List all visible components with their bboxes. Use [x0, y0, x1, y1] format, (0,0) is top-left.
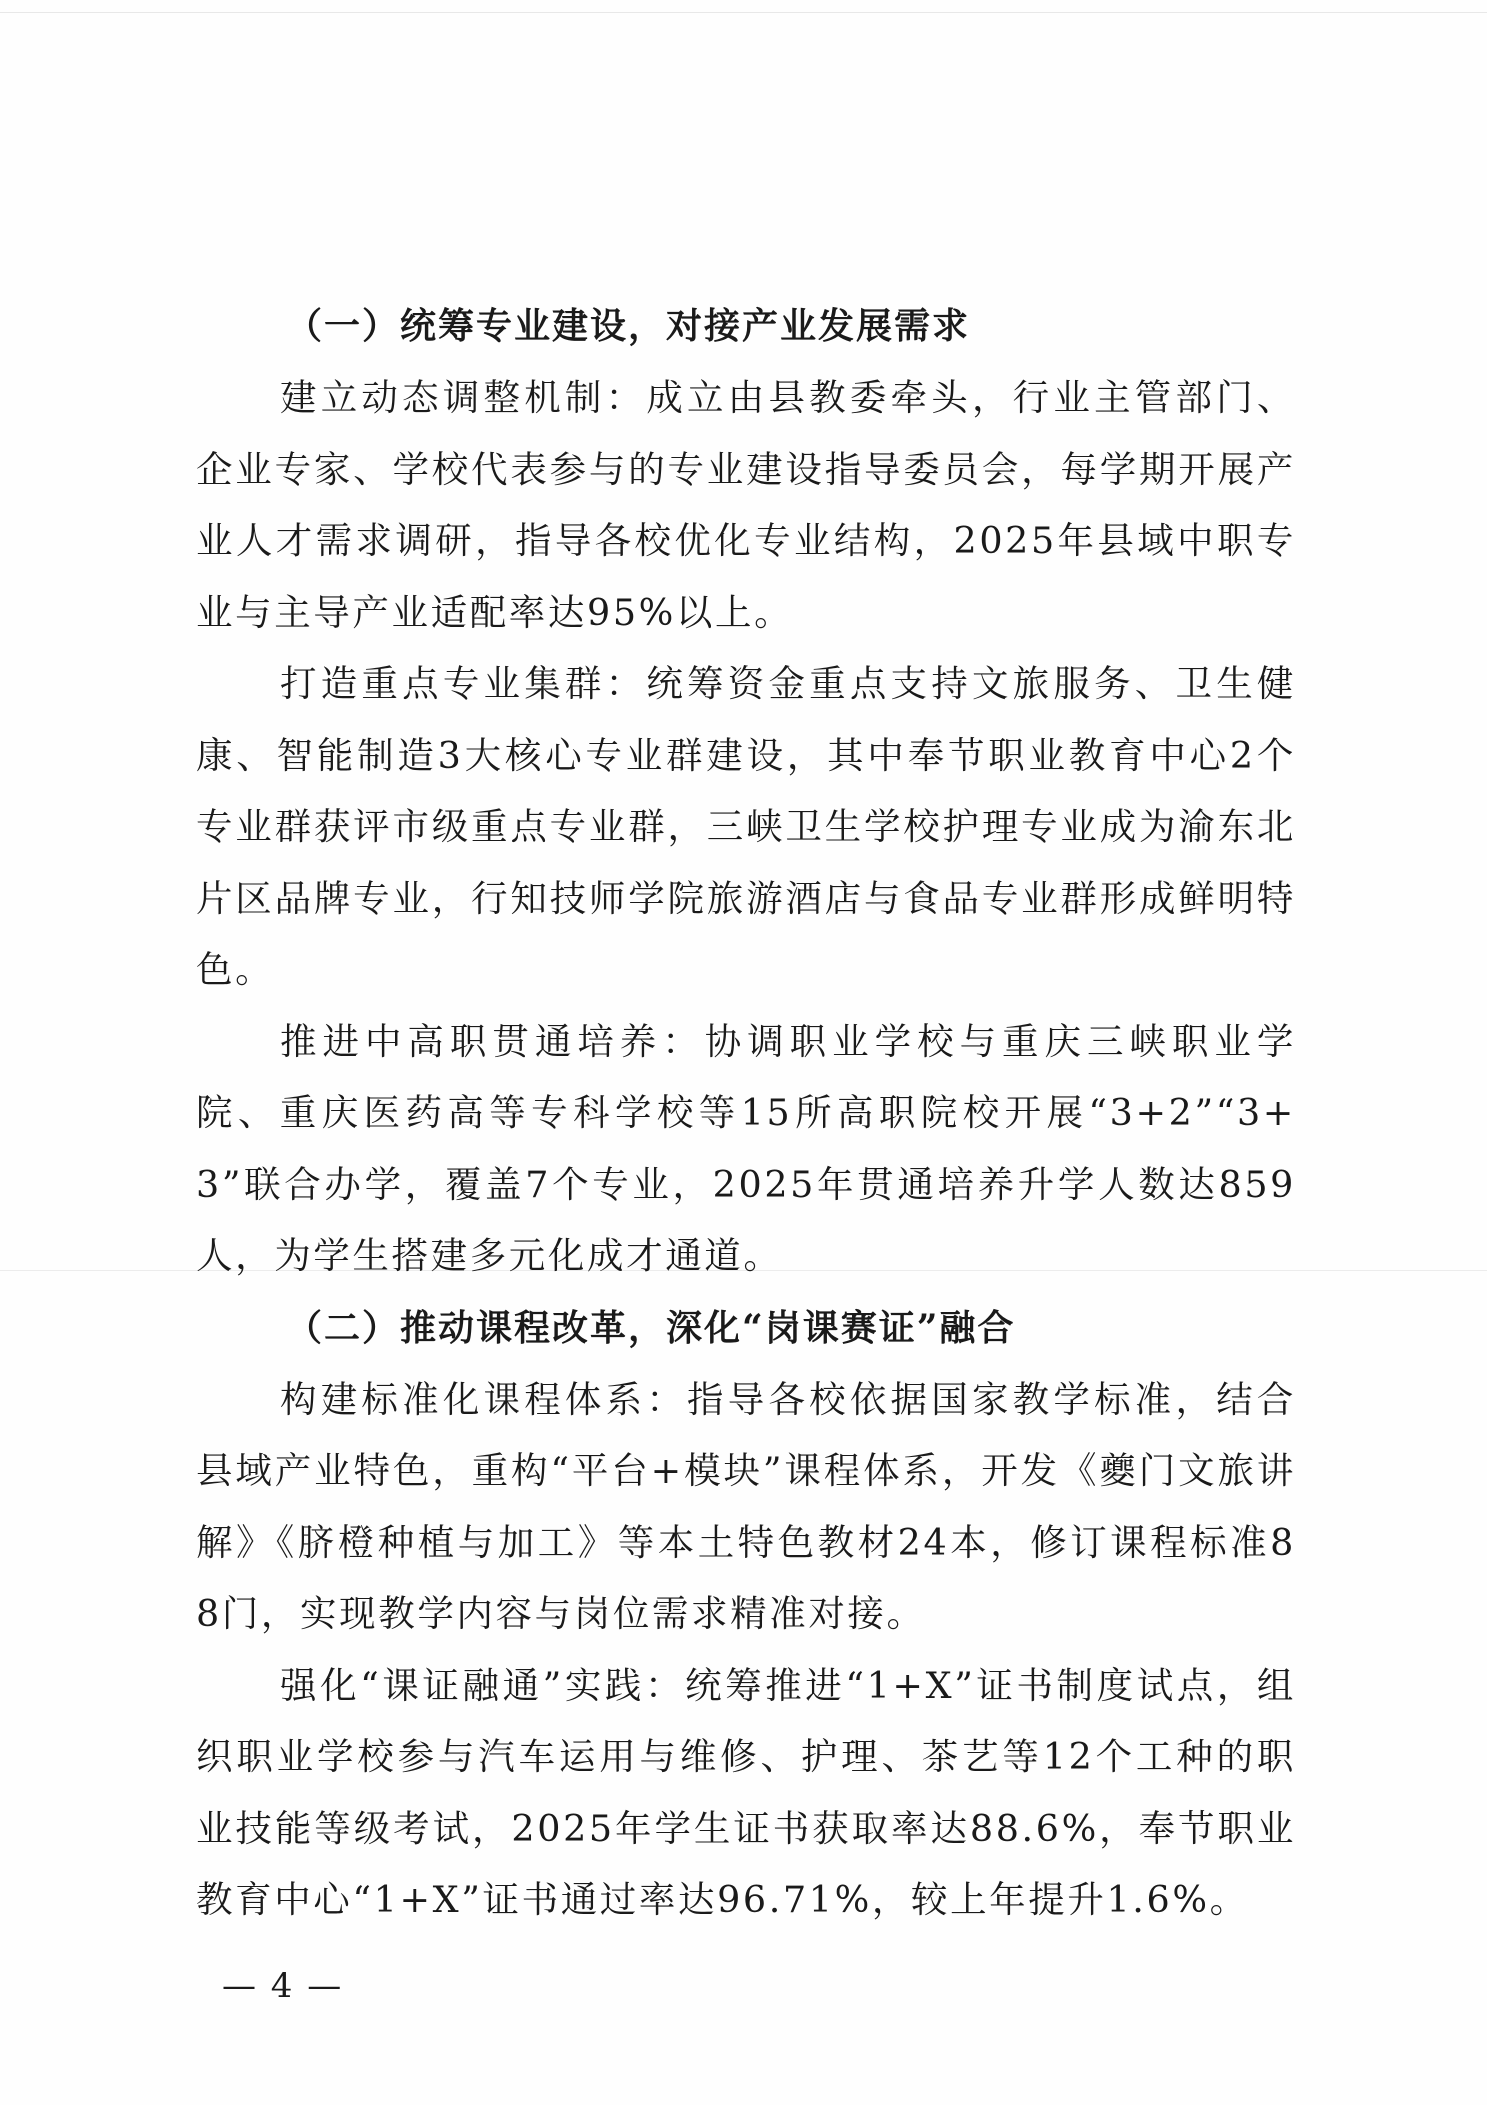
section-heading-2: （二）推动课程改革，深化“岗课赛证”融合: [286, 1306, 1016, 1349]
paragraph-integrated-training: 推进中高职贯通培养：协调职业学校与重庆三峡职业学院、重庆医药高等专科学校等15所高职院校开展“3+2”“3+3”联合办学，覆盖7个专业，2025年贯通培养升学人数达859人，为学生搭建多元化成才通道。: [196, 1019, 1296, 1277]
document-body: [196, 290, 1296, 1936]
paragraph-dynamic-adjustment: 建立动态调整机制：成立由县教委牵头，行业主管部门、企业专家、学校代表参与的专业建设指导委员会，每学期开展产业人才需求调研，指导各校优化专业结构，2025年县域中职专业与主导产业适配率达95%以上。: [196, 376, 1296, 634]
page-number: — 4 —: [222, 1966, 344, 2006]
scan-edge-line: [0, 12, 1487, 13]
paragraph-key-clusters: 打造重点专业集群：统筹资金重点支持文旅服务、卫生健康、智能制造3大核心专业群建设，其中奉节职业教育中心2个专业群获评市级重点专业群，三峡卫生学校护理专业成为渝东北片区品牌专业，行知技师学院旅游酒店与食品专业群形成鲜明特色。: [196, 662, 1296, 991]
section-heading-1: （一）统筹专业建设，对接产业发展需求: [286, 305, 971, 347]
paragraph-curriculum-system: 构建标准化课程体系：指导各校依据国家教学标准，结合县域产业特色，重构“平台+模块”课程体系，开发《夔门文旅讲解》《脐橙种植与加工》等本土特色教材24本，修订课程标准88门，实现教学内容与岗位需求精准对接。: [196, 1377, 1296, 1635]
paragraph-course-certificate: 强化“课证融通”实践：统筹推进“1+X”证书制度试点，组织职业学校参与汽车运用与维修、护理、茶艺等12个工种的职业技能等级考试，2025年学生证书获取率达88.6%，奉节职业教育中心“1+X”证书通过率达96.71%，较上年提升1.6%。: [196, 1663, 1296, 1921]
